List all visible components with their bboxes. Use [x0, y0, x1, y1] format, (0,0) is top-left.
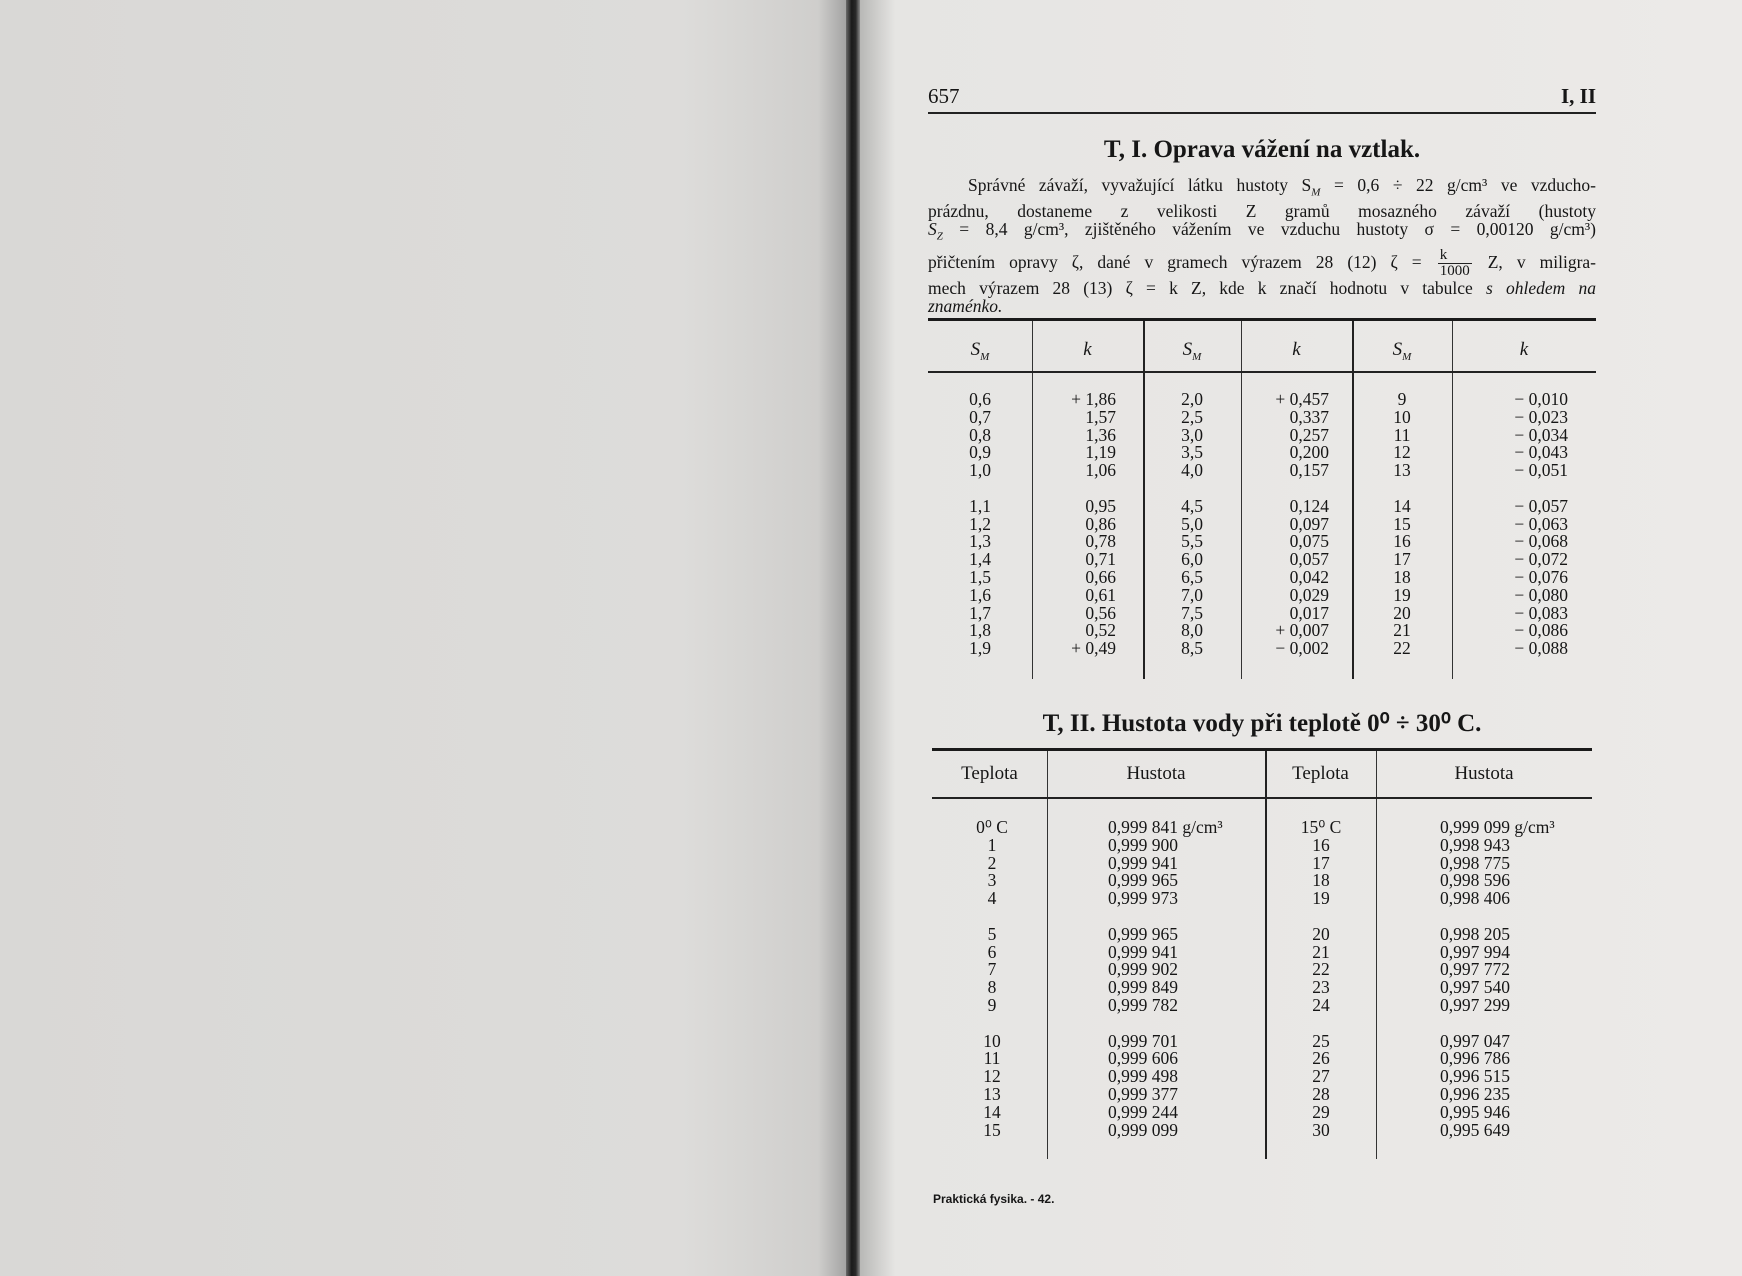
- table-cell: 8,0: [1181, 620, 1203, 641]
- table-cell: 9: [1397, 389, 1407, 409]
- table-cell: 0,86: [1085, 513, 1116, 534]
- table-cell: 0,999 965: [1108, 870, 1178, 891]
- table-cell: 0,999 099: [1108, 1119, 1178, 1140]
- table-cell: 0,6: [969, 389, 991, 409]
- table-cell: + 0,007: [1275, 620, 1329, 641]
- table-cell: 15⁰ C: [1300, 817, 1342, 837]
- table-cell: 11: [1393, 424, 1411, 445]
- table-cell: 0,95: [1085, 495, 1116, 516]
- table-cell: 0,998 596: [1440, 870, 1510, 891]
- table-cell: 3,0: [1181, 424, 1203, 445]
- table-cell: + 0,457: [1275, 389, 1329, 409]
- table-cell: − 0,034: [1514, 424, 1568, 445]
- table-cell: 16: [1393, 531, 1411, 552]
- page-number: 657: [928, 84, 960, 108]
- table-cell: 10: [1393, 406, 1411, 427]
- table-cell: 0,9: [969, 442, 991, 463]
- table-cell: − 0,002: [1275, 638, 1329, 659]
- table2-title: T, II. Hustota vody při teplotě 0⁰ ÷ 30⁰ C.: [1042, 710, 1482, 737]
- table-cell: 26: [1312, 1048, 1330, 1069]
- table-cell: 1,36: [1085, 424, 1116, 445]
- table-cell: 27: [1312, 1066, 1330, 1087]
- table-cell: 1,1: [969, 495, 991, 516]
- table-cell: 0,999 498: [1108, 1066, 1178, 1087]
- table-cell: 6,0: [1181, 549, 1203, 570]
- table-cell: 28: [1312, 1083, 1330, 1104]
- table-cell: 1,4: [969, 549, 991, 570]
- table-cell: + 1,86: [1071, 389, 1116, 409]
- table-cell: 0,997 047: [1440, 1030, 1510, 1051]
- table-cell: 0,8: [969, 424, 991, 445]
- table-cell: 4,0: [1181, 460, 1203, 481]
- table-cell: 6: [987, 941, 997, 962]
- table-cell: 4,5: [1181, 495, 1203, 516]
- table-cell: 3,5: [1181, 442, 1203, 463]
- header-k-1: k: [1083, 339, 1092, 360]
- table-cell: 14: [983, 1101, 1001, 1122]
- table-cell: 0,017: [1289, 602, 1329, 623]
- table-cell: 0,999 782: [1108, 994, 1178, 1015]
- table-cell: 12: [1393, 442, 1411, 463]
- col-temperature-right: [1278, 819, 1364, 1139]
- book-gutter: [846, 0, 860, 1276]
- table-cell: 0,996 515: [1440, 1066, 1510, 1087]
- table-cell: 11: [983, 1048, 1001, 1069]
- section-marker: I, II: [1560, 84, 1596, 108]
- table-cell: 0,66: [1085, 566, 1116, 587]
- table-cell: 0,995 649: [1440, 1119, 1510, 1140]
- table-cell: 5,0: [1181, 513, 1203, 534]
- table-cell: 0,157: [1289, 460, 1329, 481]
- table-cell: 0,999 701: [1108, 1030, 1178, 1051]
- table-cell: 0,097: [1289, 513, 1329, 534]
- table-cell: 0,999 965: [1108, 923, 1178, 944]
- table-cell: 0,999 973: [1108, 888, 1178, 909]
- buoyancy-correction-table: [928, 318, 1596, 679]
- table-cell: 1: [987, 834, 997, 855]
- col-sm-2: [1154, 391, 1230, 658]
- table-cell: 0,996 786: [1440, 1048, 1510, 1069]
- col-k-3: [1452, 391, 1568, 658]
- table-cell: − 0,068: [1514, 531, 1568, 552]
- table-cell: 0,61: [1085, 584, 1116, 605]
- table-cell: − 0,088: [1514, 638, 1568, 659]
- table-cell: − 0,080: [1514, 584, 1568, 605]
- table-cell: − 0,023: [1514, 406, 1568, 427]
- row-spacer: [1278, 1015, 1364, 1033]
- table-cell: 5,5: [1181, 531, 1203, 552]
- table-cell: 7,0: [1181, 584, 1203, 605]
- table-cell: 1,0: [969, 460, 991, 481]
- table-cell: 17: [1312, 852, 1330, 873]
- table-cell: 0,997 772: [1440, 959, 1510, 980]
- fraction-k-over-1000: $\frac{k}{1000}$: [1439, 247, 1470, 280]
- table-cell: 1,9: [969, 638, 991, 659]
- row-spacer: [952, 1015, 1032, 1033]
- table-cell: 15: [1393, 513, 1411, 534]
- table-cell: 21: [1393, 620, 1411, 641]
- table-cell: − 0,076: [1514, 566, 1568, 587]
- table-cell: 0,057: [1289, 549, 1329, 570]
- table-cell: 7,5: [1181, 602, 1203, 623]
- table-cell: 8: [987, 977, 997, 998]
- col-k-1: [1032, 391, 1116, 658]
- table-cell: 0,337: [1289, 406, 1329, 427]
- table-cell: 14: [1393, 495, 1411, 516]
- header-sm-1: $S_M$: [970, 339, 990, 363]
- water-density-table: [932, 748, 1592, 1159]
- table-cell: 0,56: [1085, 602, 1116, 623]
- table-cell: 21: [1312, 941, 1330, 962]
- row-spacer: [1440, 1015, 1590, 1033]
- table-cell: 0,999 902: [1108, 959, 1178, 980]
- table-cell: 12: [983, 1066, 1001, 1087]
- table-cell: 7: [987, 959, 997, 980]
- table-cell: 17: [1393, 549, 1411, 570]
- table-cell: − 0,057: [1514, 495, 1568, 516]
- table-cell: 0,999 941: [1108, 852, 1178, 873]
- table-cell: 1,3: [969, 531, 991, 552]
- table-cell: 2,0: [1181, 389, 1203, 409]
- blank-left-page: [0, 0, 852, 1276]
- table-cell: 1,2: [969, 513, 991, 534]
- table-cell: 18: [1393, 566, 1411, 587]
- table-cell: 0,999 900: [1108, 834, 1178, 855]
- header-density-1: Hustota: [1126, 763, 1186, 784]
- header-temperature-1: Teplota: [961, 763, 1018, 784]
- table-cell: 5: [987, 923, 997, 944]
- table-cell: − 0,083: [1514, 602, 1568, 623]
- table-cell: 0,52: [1085, 620, 1116, 641]
- table1-title: T, I. Oprava vážení na vztlak.: [1103, 136, 1421, 163]
- col-k-2: [1241, 391, 1329, 658]
- table-cell: 24: [1312, 994, 1330, 1015]
- table-cell: − 0,043: [1514, 442, 1568, 463]
- table-cell: 0,257: [1289, 424, 1329, 445]
- table-cell: 13: [1393, 460, 1411, 481]
- header-k-3: k: [1519, 339, 1529, 360]
- header-sm-2: $S_M$: [1182, 339, 1202, 363]
- col-sm-1: [948, 391, 1012, 658]
- table-cell: 0,999 606: [1108, 1048, 1178, 1069]
- table-cell: 6,5: [1181, 566, 1203, 587]
- table-cell: 2,5: [1181, 406, 1203, 427]
- table-cell: 0,999 099 g/cm³: [1440, 817, 1555, 837]
- table-cell: + 0,49: [1071, 638, 1116, 659]
- table-cell: − 0,051: [1514, 460, 1568, 481]
- table-cell: 18: [1312, 870, 1330, 891]
- table-cell: 0,7: [969, 406, 991, 427]
- table-cell: 1,57: [1085, 406, 1116, 427]
- table-cell: 0,999 941: [1108, 941, 1178, 962]
- printer-signature: Praktická fysika. - 42.: [933, 1192, 1055, 1206]
- header-k-2: k: [1292, 339, 1301, 360]
- table-cell: 0,999 377: [1108, 1083, 1178, 1104]
- table-cell: 0,996 235: [1440, 1083, 1510, 1104]
- table-cell: 25: [1312, 1030, 1330, 1051]
- table1-intro-paragraph: Správné závaží, vyvažující látku hustoty $S_M = 0,6 \div 22$ g/cm³ ve vzducho- prázdnu, dostaneme z velikosti Z gramů mosazného závaží (hustoty $S_Z = 8,4$ g/cm³, zjištěného vážením ve vzduchu hustoty σ = 0,00120 g/cm³) přičtením opravy ζ, dané v gramech výrazem 28 (12) ζ = $\frac{k}{1000}$ Z, v miligra- mech výrazem 28 (13) ζ = k Z, kde k značí hodnotu v tabulce s ohledem na znaménko.: [928, 175, 1596, 317]
- col-temperature-left: [952, 819, 1032, 1139]
- table-cell: 22: [1312, 959, 1330, 980]
- table-cell: 1,06: [1085, 460, 1116, 481]
- table-cell: 22: [1393, 638, 1411, 659]
- table-cell: 1,7: [969, 602, 991, 623]
- header-sm-3: $S_M$: [1392, 339, 1412, 363]
- running-head: [928, 86, 1596, 114]
- table-cell: 0,999 841 g/cm³: [1108, 817, 1223, 837]
- table-cell: − 0,010: [1514, 389, 1568, 409]
- table-cell: 0,042: [1289, 566, 1329, 587]
- table-cell: 0,200: [1289, 442, 1329, 463]
- table-cell: 0,998 205: [1440, 923, 1510, 944]
- table-cell: 3: [987, 870, 997, 891]
- table-cell: 0,998 943: [1440, 834, 1510, 855]
- table-cell: 0,124: [1289, 495, 1329, 516]
- table-cell: 0⁰ C: [976, 817, 1008, 837]
- table-cell: 20: [1312, 923, 1330, 944]
- row-spacer: [1108, 1015, 1258, 1033]
- table-cell: 0,78: [1085, 531, 1116, 552]
- table-cell: 1,8: [969, 620, 991, 641]
- table-cell: 0,998 406: [1440, 888, 1510, 909]
- table-cell: 1,6: [969, 584, 991, 605]
- table-cell: 0,71: [1085, 549, 1116, 570]
- table-cell: 0,999 849: [1108, 977, 1178, 998]
- table-cell: 23: [1312, 977, 1330, 998]
- col-sm-3: [1366, 391, 1438, 658]
- table-cell: 10: [983, 1030, 1001, 1051]
- table-cell: 9: [987, 994, 997, 1015]
- table-cell: 16: [1312, 834, 1330, 855]
- table-cell: 0,997 299: [1440, 994, 1510, 1015]
- table-cell: 0,997 540: [1440, 977, 1510, 998]
- table-cell: 15: [983, 1119, 1001, 1140]
- table-cell: 19: [1312, 888, 1330, 909]
- table-cell: 2: [987, 852, 997, 873]
- col-density-right: [1440, 819, 1590, 1139]
- table-cell: 0,075: [1289, 531, 1329, 552]
- table-cell: 1,5: [969, 566, 991, 587]
- table-cell: 19: [1393, 584, 1411, 605]
- table-cell: − 0,063: [1514, 513, 1568, 534]
- table-cell: 29: [1312, 1101, 1330, 1122]
- table-cell: 13: [983, 1083, 1001, 1104]
- table-cell: 0,029: [1289, 584, 1329, 605]
- table-cell: 20: [1393, 602, 1411, 623]
- header-temperature-2: Teplota: [1292, 763, 1349, 784]
- table-cell: − 0,072: [1514, 549, 1568, 570]
- table-cell: 0,995 946: [1440, 1101, 1510, 1122]
- table-cell: 0,999 244: [1108, 1101, 1178, 1122]
- table-cell: 1,19: [1085, 442, 1116, 463]
- table-cell: 4: [987, 888, 997, 909]
- table-cell: 0,998 775: [1440, 852, 1510, 873]
- table-cell: 0,997 994: [1440, 941, 1510, 962]
- table-cell: 30: [1312, 1119, 1330, 1140]
- table-cell: 8,5: [1181, 638, 1203, 659]
- header-density-2: Hustota: [1454, 763, 1514, 784]
- table-cell: − 0,086: [1514, 620, 1568, 641]
- col-density-left: [1108, 819, 1258, 1139]
